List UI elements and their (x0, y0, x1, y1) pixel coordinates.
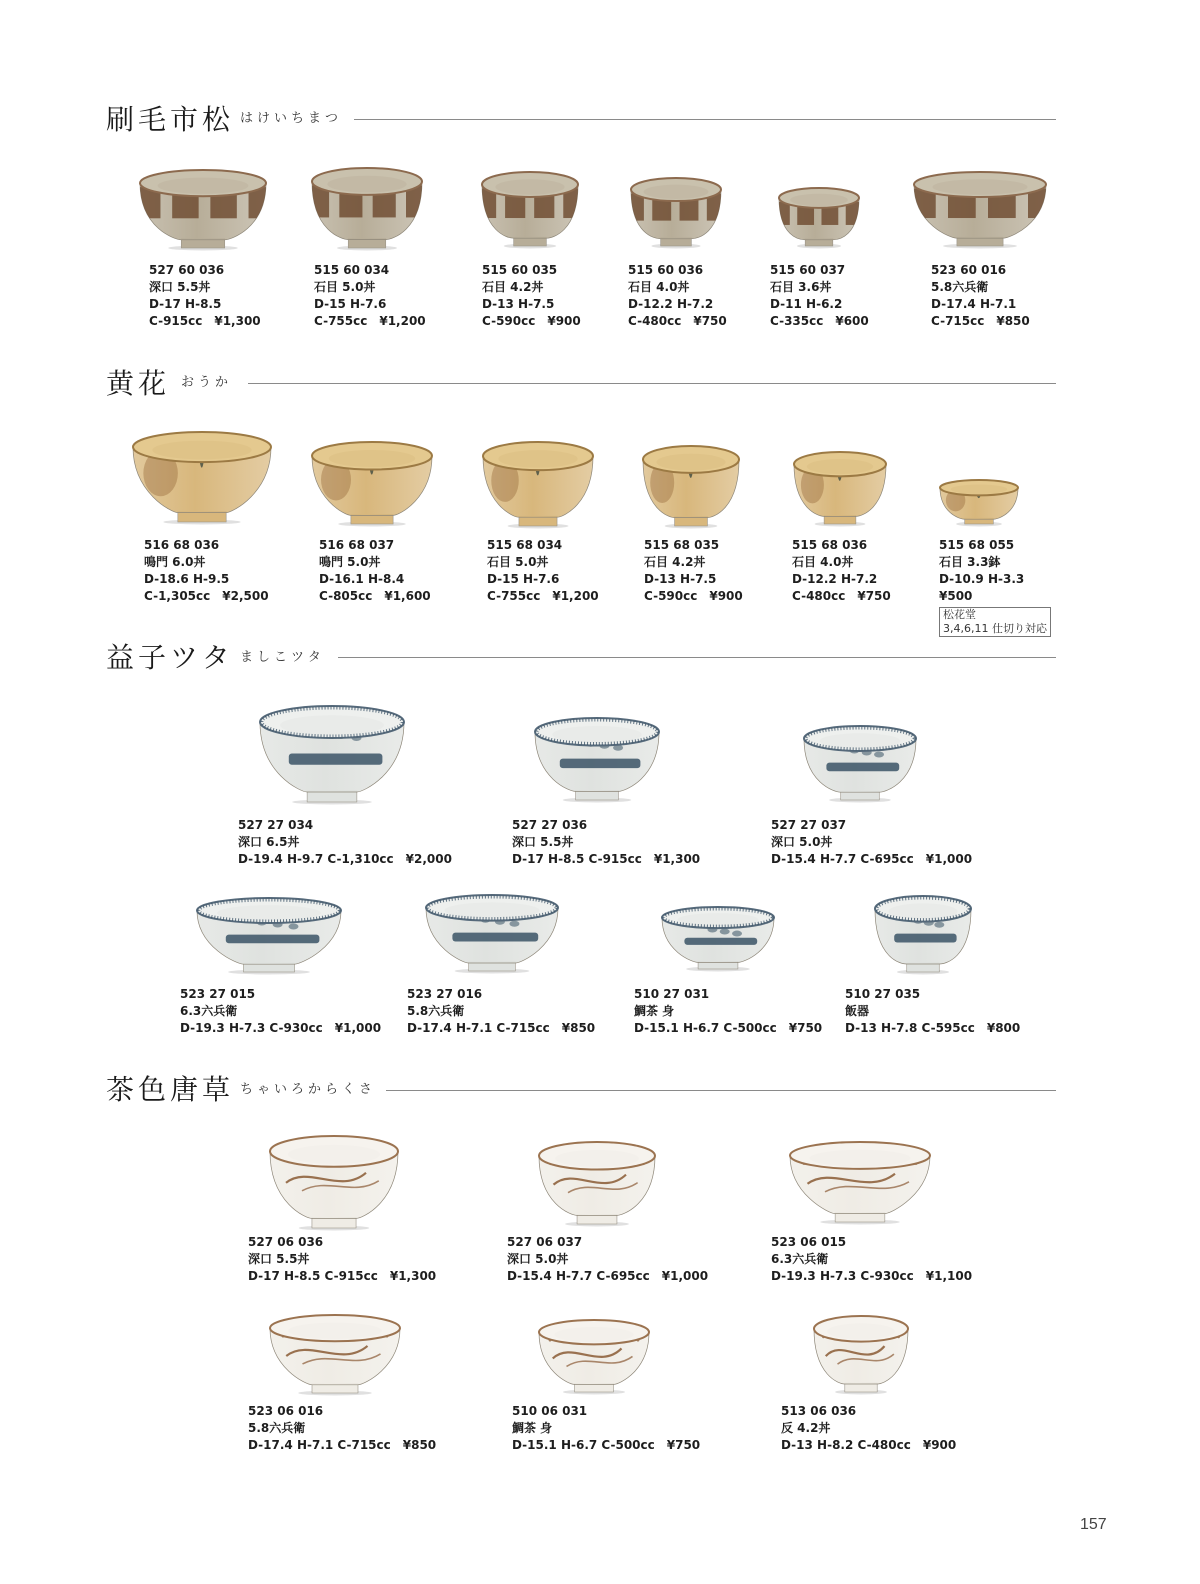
product-code: 510 27 031 (634, 987, 710, 1001)
bowl-image (533, 716, 661, 802)
product-entry (248, 1403, 436, 1454)
product-specs: D-15.1 H-6.7 C-500cc ¥750 (634, 1021, 823, 1035)
product-specs: D-19.4 H-9.7 C-1,310cc ¥2,000 (238, 852, 452, 866)
product-entry (781, 1403, 956, 1454)
bowl-image (424, 893, 560, 973)
product-capacity-price: C-915cc ¥1,300 (149, 314, 261, 328)
section-divider (354, 119, 1056, 120)
bowl-image (258, 704, 406, 804)
product-name: 5.8六兵衛 (931, 280, 989, 294)
bowl-image (812, 1314, 910, 1394)
product-capacity-price: C-755cc ¥1,200 (314, 314, 426, 328)
product-dimensions: D-15 H-7.6 (314, 297, 387, 311)
product-name: 石目 4.0丼 (792, 555, 854, 569)
bowl-image (792, 450, 888, 526)
product-entry (407, 986, 595, 1037)
product-name: 鯛茶 身 (634, 1004, 675, 1018)
product-code: 523 60 016 (931, 263, 1007, 277)
product-name: 5.8六兵衛 (407, 1004, 465, 1018)
product-code: 527 27 037 (771, 818, 847, 832)
bowl-image (195, 896, 343, 974)
product-capacity-price: C-590cc ¥900 (644, 589, 743, 603)
product-name: 深口 5.0丼 (771, 835, 833, 849)
bowl-image (537, 1140, 657, 1226)
product-specs: D-15.1 H-6.7 C-500cc ¥750 (512, 1438, 701, 1452)
product-specs: D-15.4 H-7.7 C-695cc ¥1,000 (507, 1269, 709, 1283)
product-code: 515 60 037 (770, 263, 846, 277)
bowl-image (938, 478, 1020, 526)
product-capacity-price: C-755cc ¥1,200 (487, 589, 599, 603)
product-dimensions: D-18.6 H-9.5 (144, 572, 230, 586)
bowl-image (873, 894, 973, 974)
product-name: 石目 3.3鉢 (939, 555, 1001, 569)
section-kana: ちゃいろからくさ (240, 1082, 377, 1097)
bowl-image (660, 905, 776, 971)
product-entry (319, 537, 431, 605)
section-divider (338, 657, 1056, 658)
product-specs: D-19.3 H-7.3 C-930cc ¥1,100 (771, 1269, 973, 1283)
bowl-image (537, 1318, 651, 1394)
product-code: 515 68 034 (487, 538, 563, 552)
product-code: 515 68 035 (644, 538, 720, 552)
product-name: 鳴門 5.0丼 (319, 555, 381, 569)
product-dimensions: D-10.9 H-3.3 (939, 572, 1025, 586)
product-capacity-price: C-590cc ¥900 (482, 314, 581, 328)
bowl-image (788, 1140, 932, 1224)
product-code: 527 06 036 (248, 1235, 324, 1249)
product-specs: D-17 H-8.5 C-915cc ¥1,300 (512, 852, 701, 866)
section-kana: おうか (181, 375, 233, 390)
bowl-image (310, 166, 424, 250)
product-name: 6.3六兵衛 (180, 1004, 238, 1018)
product-name: 石目 4.0丼 (628, 280, 690, 294)
product-dimensions: D-16.1 H-8.4 (319, 572, 405, 586)
product-code: 515 60 034 (314, 263, 390, 277)
product-capacity-price: C-1,305cc ¥2,500 (144, 589, 269, 603)
product-code: 515 60 036 (628, 263, 704, 277)
product-code: 523 06 015 (771, 1235, 847, 1249)
product-name: 5.8六兵衛 (248, 1421, 306, 1435)
product-dimensions: D-13 H-7.5 (482, 297, 555, 311)
product-entry (248, 1234, 436, 1285)
product-name: 鳴門 6.0丼 (144, 555, 206, 569)
product-code: 515 68 055 (939, 538, 1015, 552)
product-name: 反 4.2丼 (781, 1421, 831, 1435)
product-entry (512, 817, 700, 868)
product-dimensions: D-17 H-8.5 (149, 297, 222, 311)
product-specs: D-17.4 H-7.1 C-715cc ¥850 (248, 1438, 437, 1452)
product-entry (238, 817, 452, 868)
section-title: 茶色唐草 (106, 1073, 235, 1106)
product-entry (644, 537, 743, 605)
bowl-image (268, 1134, 400, 1230)
bowl-image (138, 168, 268, 250)
product-entry (771, 817, 972, 868)
product-dimensions: D-15 H-7.6 (487, 572, 560, 586)
product-code: 527 06 037 (507, 1235, 583, 1249)
compatibility-note-box (939, 607, 1051, 637)
note-text: 3,4,6,11 仕切り対応 (943, 622, 1047, 635)
product-entry (487, 537, 599, 605)
product-entry (144, 537, 269, 605)
product-name: 石目 3.6丼 (770, 280, 832, 294)
product-code: 527 27 034 (238, 818, 314, 832)
product-dimensions: D-12.2 H-7.2 (792, 572, 878, 586)
product-capacity-price: C-480cc ¥750 (792, 589, 891, 603)
product-name: 石目 5.0丼 (487, 555, 549, 569)
bowl-image (481, 440, 595, 528)
product-capacity-price: C-335cc ¥600 (770, 314, 869, 328)
product-specs: D-13 H-7.8 C-595cc ¥800 (845, 1021, 1021, 1035)
product-entry (507, 1234, 708, 1285)
product-capacity-price: C-805cc ¥1,600 (319, 589, 431, 603)
product-specs: D-13 H-8.2 C-480cc ¥900 (781, 1438, 957, 1452)
product-name: 石目 4.2丼 (482, 280, 544, 294)
product-code: 516 68 036 (144, 538, 220, 552)
bowl-image (912, 170, 1048, 248)
product-entry (512, 1403, 700, 1454)
product-entry (770, 262, 869, 330)
product-name: 深口 5.0丼 (507, 1252, 569, 1266)
product-capacity-price: C-715cc ¥850 (931, 314, 1030, 328)
product-name: 深口 6.5丼 (238, 835, 300, 849)
section-kana: ましこツタ (240, 650, 325, 665)
product-entry (939, 537, 1024, 605)
product-dimensions: D-13 H-7.5 (644, 572, 717, 586)
product-code: 515 60 035 (482, 263, 558, 277)
product-specs: D-19.3 H-7.3 C-930cc ¥1,000 (180, 1021, 382, 1035)
product-specs: D-17 H-8.5 C-915cc ¥1,300 (248, 1269, 437, 1283)
product-entry (482, 262, 581, 330)
product-code: 523 27 016 (407, 987, 483, 1001)
product-name: 深口 5.5丼 (248, 1252, 310, 1266)
section-divider (248, 383, 1056, 384)
product-name: 深口 5.5丼 (149, 280, 211, 294)
product-dimensions: D-11 H-6.2 (770, 297, 843, 311)
product-capacity-price: C-480cc ¥750 (628, 314, 727, 328)
bowl-image (641, 444, 741, 528)
product-entry (845, 986, 1020, 1037)
bowl-image (480, 170, 580, 248)
product-name: 石目 4.2丼 (644, 555, 706, 569)
product-entry (792, 537, 891, 605)
bowl-image (777, 186, 861, 248)
product-code: 515 68 036 (792, 538, 868, 552)
product-name: 6.3六兵衛 (771, 1252, 829, 1266)
product-name: 石目 5.0丼 (314, 280, 376, 294)
section-divider (386, 1090, 1056, 1091)
product-entry (931, 262, 1030, 330)
product-dimensions: D-17.4 H-7.1 (931, 297, 1017, 311)
bowl-image (629, 176, 723, 248)
product-code: 523 27 015 (180, 987, 256, 1001)
product-code: 523 06 016 (248, 1404, 324, 1418)
product-dimensions: D-12.2 H-7.2 (628, 297, 714, 311)
product-code: 510 27 035 (845, 987, 921, 1001)
product-name: 飯器 (845, 1004, 870, 1018)
product-entry (628, 262, 727, 330)
product-specs: D-17.4 H-7.1 C-715cc ¥850 (407, 1021, 596, 1035)
product-code: 513 06 036 (781, 1404, 857, 1418)
section-title: 益子ツタ (106, 641, 234, 674)
product-name: 鯛茶 身 (512, 1421, 553, 1435)
product-code: 527 27 036 (512, 818, 588, 832)
product-entry (634, 986, 822, 1037)
product-entry (180, 986, 381, 1037)
product-name: 深口 5.5丼 (512, 835, 574, 849)
product-specs: D-15.4 H-7.7 C-695cc ¥1,000 (771, 852, 973, 866)
product-code: 510 06 031 (512, 1404, 588, 1418)
product-entry (149, 262, 261, 330)
page-number: 157 (1080, 1516, 1107, 1533)
bowl-image (268, 1313, 402, 1395)
section-title: 刷毛市松 (106, 103, 235, 136)
bowl-image (131, 430, 273, 524)
bowl-image (310, 440, 434, 526)
product-price: ¥500 (939, 589, 973, 603)
section-kana: はけいちまつ (240, 111, 343, 126)
section-title: 黄花 (106, 367, 171, 400)
note-title: 松花堂 (943, 608, 976, 621)
product-code: 516 68 037 (319, 538, 395, 552)
product-entry (771, 1234, 972, 1285)
bowl-image (802, 724, 918, 802)
product-entry (314, 262, 426, 330)
product-code: 527 60 036 (149, 263, 225, 277)
